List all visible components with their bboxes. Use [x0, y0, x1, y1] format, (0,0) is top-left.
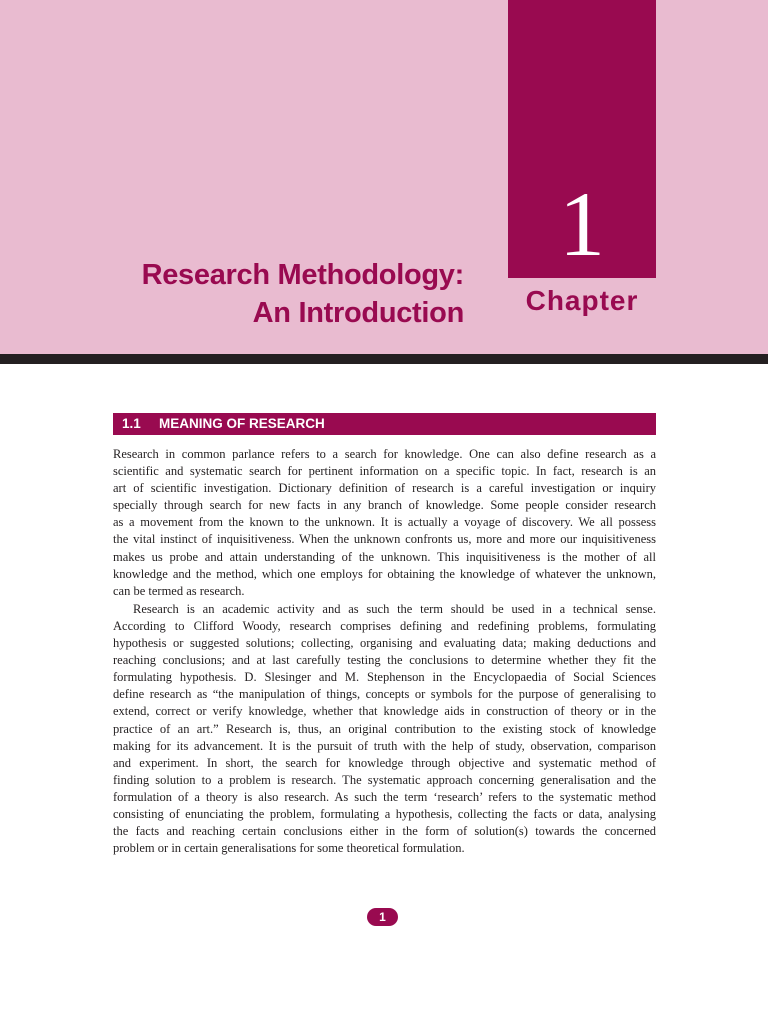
text-line: Research is an academic activity and as such the term should be used in a technical sense. [133, 601, 656, 616]
text-line: extend, correct or verify knowledge, whether that knowledge aids in construction of theory or in the [113, 704, 656, 719]
body-text [113, 446, 656, 858]
text-line: can be termed as research. [113, 583, 245, 598]
text-line: the facts and reaching certain conclusions either in the form of solution(s) towards the concerned [113, 824, 656, 839]
chapter-title-line-2: An Introduction [252, 297, 464, 329]
text-line: formulation of a theory is also research. As such the term ‘research’ refers to the systematic method [113, 789, 656, 804]
text-line: Research in common parlance refers to a search for knowledge. One can also define research as a [113, 447, 656, 461]
text-line: practice of an art.” Research is, thus, an original contribution to the existing stock of knowledge [113, 721, 656, 736]
section-heading [113, 413, 656, 435]
chapter-label: Chapter [525, 285, 639, 316]
text-line: finding solution to a problem is research. The systematic approach concerning generalisation and the [113, 772, 656, 787]
text-line: hypothesis or suggested solutions; collecting, organising and evaluating data; making deductions and [113, 636, 656, 651]
text-line: scientific and systematic search for pertinent information on a specific topic. In fact, research is an [113, 464, 656, 479]
chapter-number: 1 [559, 173, 605, 275]
text-line: as a movement from the known to the unknown. It is actually a voyage of discovery. We all possess [113, 515, 656, 530]
text-line: consisting of enunciating the problem, formulating a hypothesis, collecting the facts or data, analysing [113, 806, 656, 821]
page-number: 1 [367, 908, 398, 926]
text-line: formulating hypothesis. D. Slesinger and M. Stephenson in the Encyclopaedia of Social Sciences [113, 670, 656, 685]
chapter-title-line-1: Research Methodology: [141, 259, 464, 291]
paragraph [113, 601, 656, 857]
text-line: and experiment. In short, the search for knowledge through objective and systematic method of [113, 755, 656, 770]
text-line: making for its advancement. It is the pursuit of truth with the help of study, observation, comparison [113, 738, 656, 753]
text-line: reaching conclusions; and at last carefully testing the conclusions to determine whether they fit the [113, 653, 656, 668]
text-line: the vital instinct of inquisitiveness. When the unknown confronts us, more and more our inquisitiveness [113, 532, 656, 547]
paragraph [113, 446, 656, 600]
text-line: art of scientific investigation. Dictionary definition of research is a careful investigation or inquiry [113, 481, 656, 496]
text-line: problem or in certain generalisations for some theoretical formulation. [113, 841, 465, 856]
text-line: According to Clifford Woody, research comprises defining and redefining problems, formulating [113, 618, 656, 633]
chapter-number-box [508, 0, 656, 278]
text-line: knowledge and the method, which one employs for obtaining the knowledge of whatever the unknown, [113, 566, 656, 581]
header-divider [0, 354, 768, 364]
section-title: MEANING OF RESEARCH [159, 416, 325, 431]
text-line: define research as “the manipulation of things, concepts or symbols for the purpose of generalising to [113, 687, 656, 702]
chapter-title [142, 256, 464, 332]
text-line: makes us probe and attain understanding of the unknown. This inquisitiveness is the mother of all [113, 549, 656, 564]
text-line: specially through search for new facts in any branch of knowledge. Some people consider research [113, 498, 656, 513]
section-number: 1.1 [122, 416, 141, 431]
